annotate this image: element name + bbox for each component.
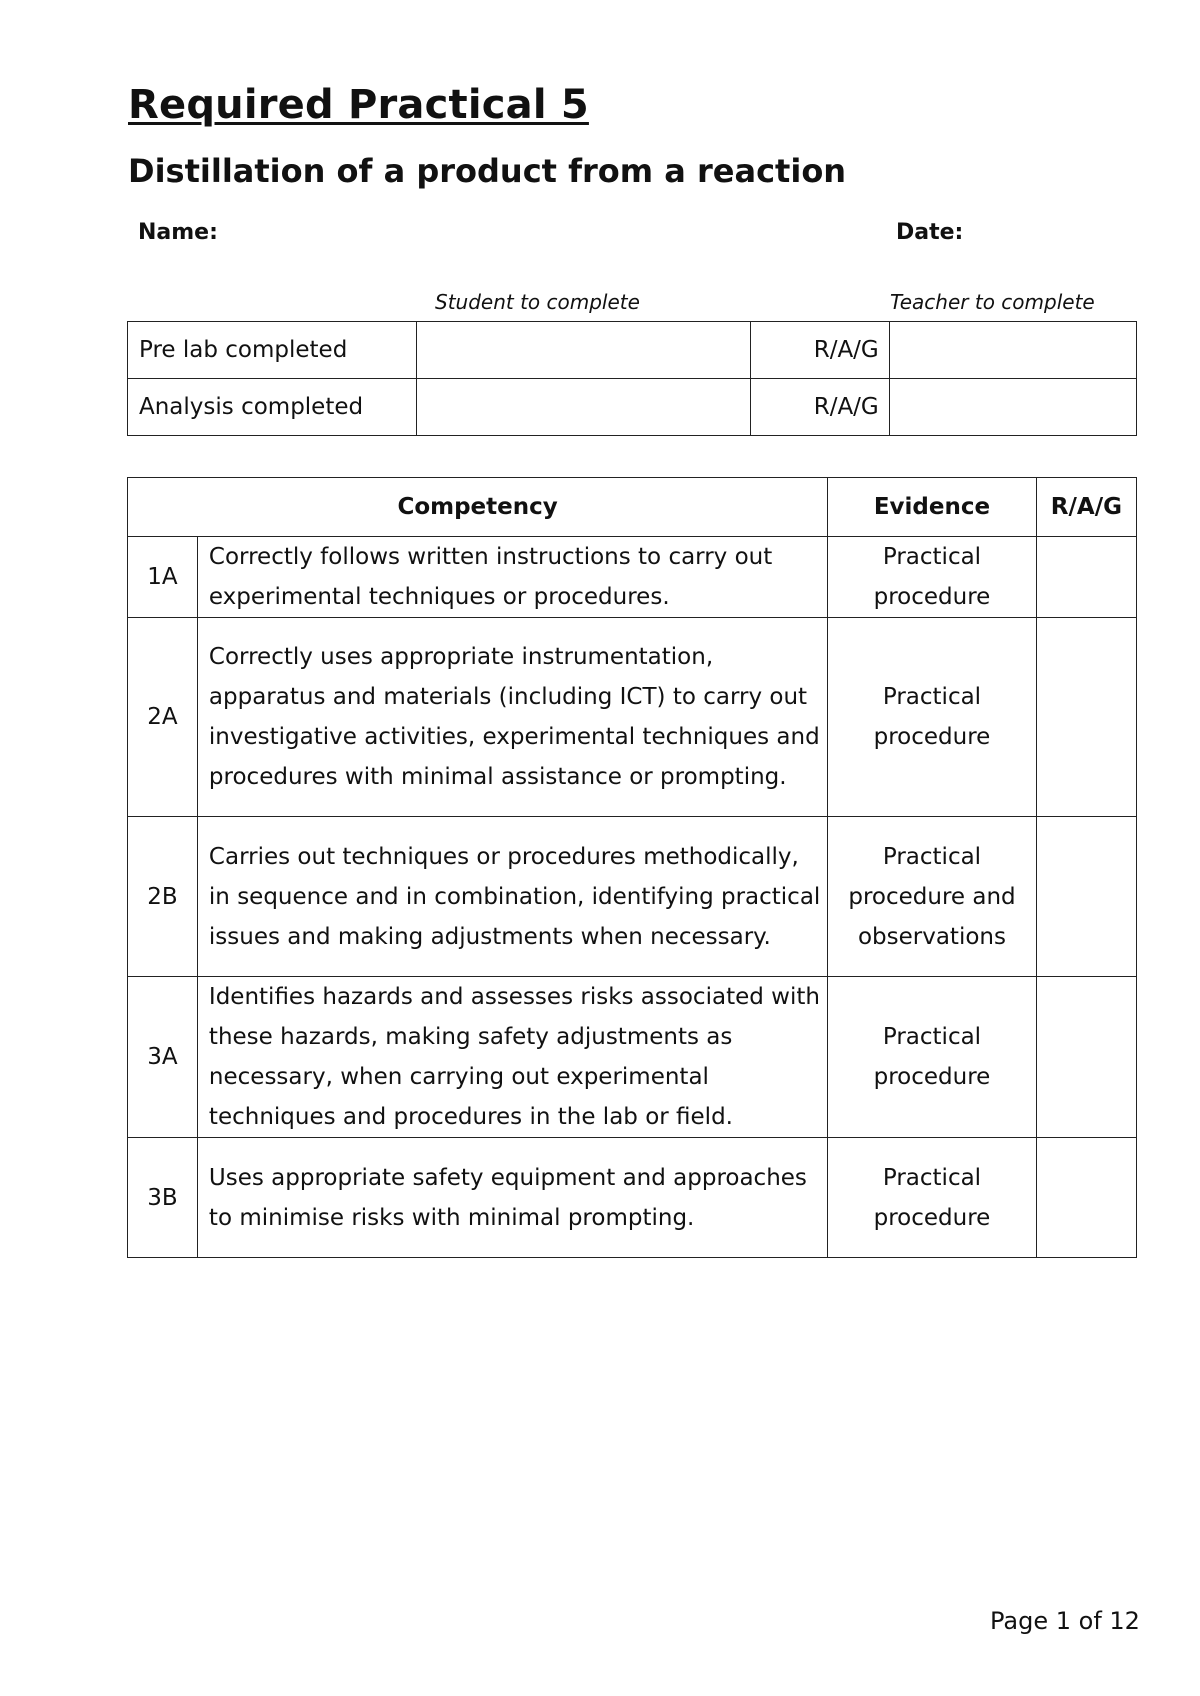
competency-code: 3B — [128, 1138, 198, 1258]
teacher-entry-cell[interactable] — [889, 379, 1136, 436]
teacher-caption: Teacher to complete — [890, 290, 1095, 314]
page-number: Page 1 of 12 — [990, 1607, 1140, 1635]
competency-header: Competency — [128, 478, 828, 537]
competency-code: 3A — [128, 977, 198, 1138]
competency-code: 2A — [128, 618, 198, 817]
evidence-cell: Practical procedure — [828, 1138, 1037, 1258]
completion-label: Analysis completed — [128, 379, 417, 436]
teacher-entry-cell[interactable] — [889, 322, 1136, 379]
student-entry-cell[interactable] — [416, 322, 750, 379]
competency-code: 1A — [128, 537, 198, 618]
completion-row — [128, 322, 1137, 379]
table-row — [128, 817, 1137, 977]
date-label: Date: — [896, 220, 964, 245]
completion-rag-label: R/A/G — [750, 379, 889, 436]
rag-entry-cell[interactable] — [1036, 977, 1136, 1138]
student-caption: Student to complete — [435, 290, 640, 314]
competency-header-row — [128, 478, 1137, 537]
rag-entry-cell[interactable] — [1036, 817, 1136, 977]
student-entry-cell[interactable] — [416, 379, 750, 436]
rag-header: R/A/G — [1036, 478, 1136, 537]
page-subtitle: Distillation of a product from a reaction — [128, 152, 847, 190]
completion-label: Pre lab completed — [128, 322, 417, 379]
rag-entry-cell[interactable] — [1036, 618, 1136, 817]
evidence-cell: Practical procedure — [828, 618, 1037, 817]
page-title: Required Practical 5 — [128, 82, 589, 128]
name-label: Name: — [138, 220, 218, 245]
competency-description: Identifies hazards and assesses risks associated with these hazards, making safety adjustments as necessary, when carrying out experimental techniques and procedures in the lab or field. — [197, 977, 827, 1138]
competency-table — [127, 477, 1137, 1258]
competency-code: 2B — [128, 817, 198, 977]
competency-description: Carries out techniques or procedures methodically, in sequence and in combination, identifying practical issues and making adjustments when necessary. — [197, 817, 827, 977]
evidence-cell: Practical procedure — [828, 537, 1037, 618]
table-row — [128, 977, 1137, 1138]
competency-description: Correctly follows written instructions to carry out experimental techniques or procedures. — [197, 537, 827, 618]
completion-rag-label: R/A/G — [750, 322, 889, 379]
rag-entry-cell[interactable] — [1036, 1138, 1136, 1258]
rag-entry-cell[interactable] — [1036, 537, 1136, 618]
completion-row — [128, 379, 1137, 436]
table-row — [128, 537, 1137, 618]
competency-description: Uses appropriate safety equipment and approaches to minimise risks with minimal prompting. — [197, 1138, 827, 1258]
completion-table — [127, 321, 1137, 436]
table-row — [128, 1138, 1137, 1258]
evidence-cell: Practical procedure and observations — [828, 817, 1037, 977]
competency-description: Correctly uses appropriate instrumentation, apparatus and materials (including ICT) to carry out investigative activities, experimental techniques and procedures with minimal assistance or prompting. — [197, 618, 827, 817]
evidence-header: Evidence — [828, 478, 1037, 537]
evidence-cell: Practical procedure — [828, 977, 1037, 1138]
table-row — [128, 618, 1137, 817]
